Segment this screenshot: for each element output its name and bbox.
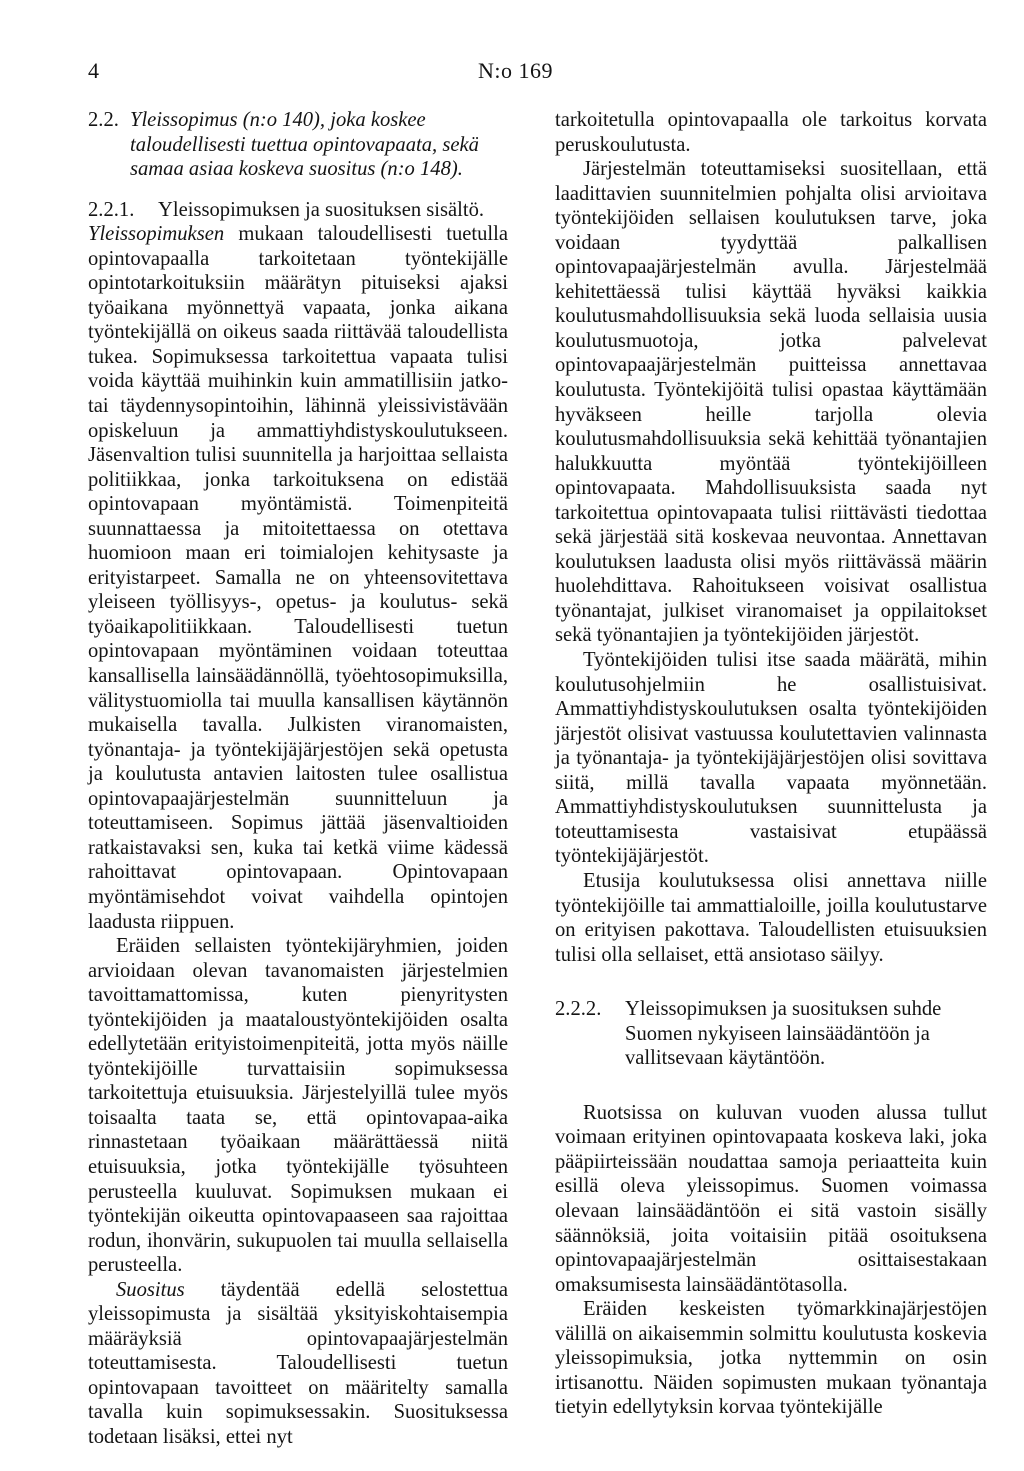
section-title: Yleissopimus (n:o 140), joka koskee taloudellisesti tuettua opintovapaata, sekä samaa asiaa koskeva suositus (n:o 148).: [130, 109, 479, 181]
right-column: [555, 108, 987, 1420]
section-heading-2-2: [88, 108, 508, 182]
paragraph-text: mukaan taloudellisesti tuetulla opintovapaalla tarkoitetaan työntekijälle opintotarkoituksiin määrätyn pituiseksi ajaksi työaikana myönnettyä vapaata, jonka aikana työntekijällä on oikeus saada riittävää taloudellista tukea. Sopimuksessa tarkoitettua vapaata tulisi voida käyttää muihinkin kuin ammatillisiin jatko- tai täydennysopintoihin, lähinnä yleissivistävään opiskeluun ja ammattiyhdistyskoulutukseen. Jäsenvaltion tulisi suunnitella ja harjoittaa sellaista politiikkaa, jonka tarkoituksena on edistää opintovapaan myöntämistä. Toimenpiteitä suunnattaessa ja mitoitettaessa on otettava huomioon maan eri toimialojen kehitysaste ja erityistarpeet. Samalla ne on yhteensovitettava yleiseen työllisyys-, opetus- ja koulutus- sekä työaikapolitiikkaan. Taloudellisesti tuetun opintovapaan myöntäminen voidaan toteuttaa kansallisella lainsäädännöllä, työehtosopimuksilla, välitystuomiolla tai muulla kansallisen käytännön mukaisella tavalla. Julkisten viranomaisten, työnantaja- ja työntekijäjärjestöjen sekä opetusta ja koulutusta antavien laitosten tulee osallistua opintovapaajärjestelmän suunnitteluun ja toteuttamiseen. Sopimus jättää jäsenvaltioiden ratkaistavaksi sen, kuka tai ketkä viime kädessä rahoittavat opintovapaan. Opintovapaan myöntämisehdot voivat vaihdella opintojen laadusta riippuen.: [88, 223, 508, 933]
section-heading-2-2-2: [555, 997, 987, 1071]
paragraph: [88, 222, 508, 934]
document-number: N:o 169: [478, 58, 553, 83]
subsection-number: 2.2.2.: [555, 998, 602, 1021]
left-column: [88, 108, 508, 1450]
paragraph: Eräiden keskeisten työmarkkinajärjestöjen välillä on aikaisemmin solmittu koulutusta koskevia yleissopimuksia, jotka nyttemmin on osin irtisanottu. Näiden sopimusten mukaan työnantaja tietyin edellytyksin korvaa työntekijälle: [555, 1298, 987, 1419]
paragraph-lead: Yleissopimuksen: [88, 223, 225, 246]
paragraph: Ruotsissa on kuluvan vuoden alussa tullut voimaan erityinen opintovapaata koskeva laki, joka pääpiirteissään noudattaa samoja periaatteita kuin esillä oleva yleissopimus. Suomen voimassa olevaan lainsäädäntöön ei sitä vastoin sisälly säännöksiä, joita voitaisiin pitää osoituksena opintovapaajärjestelmän osittaisestakaan omaksumisesta lainsäädäntötasolla.: [555, 1101, 987, 1296]
subsection-title: Yleissopimuksen ja suosituksen suhde Suomen nykyiseen lainsäädäntöön ja vallitsevaan käytäntöön.: [625, 998, 942, 1070]
subsection-title: Yleissopimuksen ja suosituksen sisältö.: [158, 198, 485, 221]
paragraph: Järjestelmän toteuttamiseksi suositellaan, että laadittavien suunnitelmien pohjalta olisi arvioitava työntekijöiden sellaisen koulutuksen tarve, joka voidaan tyydyttää palkallisen opintovapaajärjestelmän avulla. Järjestelmää kehitettäessä tulisi käyttää hyväksi kaikkia koulutusmahdollisuuksia sekä luoda sellaisia uusia koulutusmuotoja, jotka palvelevat opintovapaajärjestelmän puitteissa annettavaa koulutusta. Työntekijöitä tulisi opastaa käyttämään hyväkseen heille tarjolla olevia koulutusmahdollisuuksia sekä kehittää työnantajien halukkuutta myöntää työntekijöilleen opintovapaata. Mahdollisuuksista saada nyt tarkoitettua opintovapaata tulisi riittävästi tiedottaa sekä järjestää sitä koskevaa neuvontaa. Annettavan koulutuksen laadusta olisi myös riittävässä määrin huolehdittava. Rahoitukseen voisivat osallistua työnantajat, julkiset viranomaiset ja oppilaitokset sekä työnantajien ja työntekijöiden järjestöt.: [555, 158, 987, 647]
section-number: 2.2.: [88, 109, 119, 131]
page-header: [88, 58, 988, 88]
paragraph: tarkoitetulla opintovapaalla ole tarkoitus korvata peruskoulutusta.: [555, 109, 987, 156]
page-number: 4: [88, 58, 99, 83]
paragraph: Eräiden sellaisten työntekijäryhmien, joiden arvioidaan olevan tavanomaisten järjestelmien tavoittamattomissa, kuten pienyritysten työntekijöiden ja maataloustyöntekijöiden osalta edellytetään erityistoimenpiteitä, jotta myös näille työntekijöille turvattaisiin sopimuksessa tarkoitettuja etuisuuksia. Järjestelyillä tulee myös toisaalta taata se, että opintovapaa-aika rinnastetaan työaikaan määrättäessä niitä etuisuuksia, jotka työntekijälle työsuhteen perusteella kuuluvat. Sopimuksen mukaan ei työntekijän oikeutta opintovapaaseen saa rajoittaa rodun, ihonvärin, sukupuolen tai muulla sellaisella perusteella.: [88, 935, 508, 1277]
paragraph-text: täydentää edellä selostettua yleissopimusta ja sisältää yksityiskohtaisempia määräyksiä opintovapaajärjestelmän toteuttamisesta. Taloudellisesti tuetun opintovapaan tavoitteet on määritelty samalla tavalla kuin sopimuksessakin. Suosituksessa todetaan lisäksi, ettei nyt: [88, 1278, 508, 1448]
paragraph: Etusija koulutuksessa olisi annettava niille työntekijöille tai ammattialoille, joilla koulutustarve on erityisen pakottava. Taloudellisten etuisuuksien tulisi olla sellaiset, että ansiotaso säilyy.: [555, 869, 987, 966]
paragraph: Työntekijöiden tulisi itse saada määrätä, mihin koulutusohjelmiin he osallistuisivat. Ammattiyhdistyskoulutuksen osalta työntekijöiden järjestöt olisivat vastuussa koulutettavien valinnasta ja työnantaja- ja työntekijäjärjestöjen olisi sovittava siitä, millä tavalla vapaata myönnetään. Ammattiyhdistyskoulutuksen suunnittelusta ja toteuttamisesta vastaisivat etupäässä työntekijäjärjestöt.: [555, 649, 987, 868]
section-heading-2-2-1: [88, 198, 508, 223]
subsection-number: 2.2.1.: [88, 198, 135, 221]
paragraph-lead: Suositus: [116, 1278, 185, 1301]
paragraph: [88, 1278, 508, 1450]
